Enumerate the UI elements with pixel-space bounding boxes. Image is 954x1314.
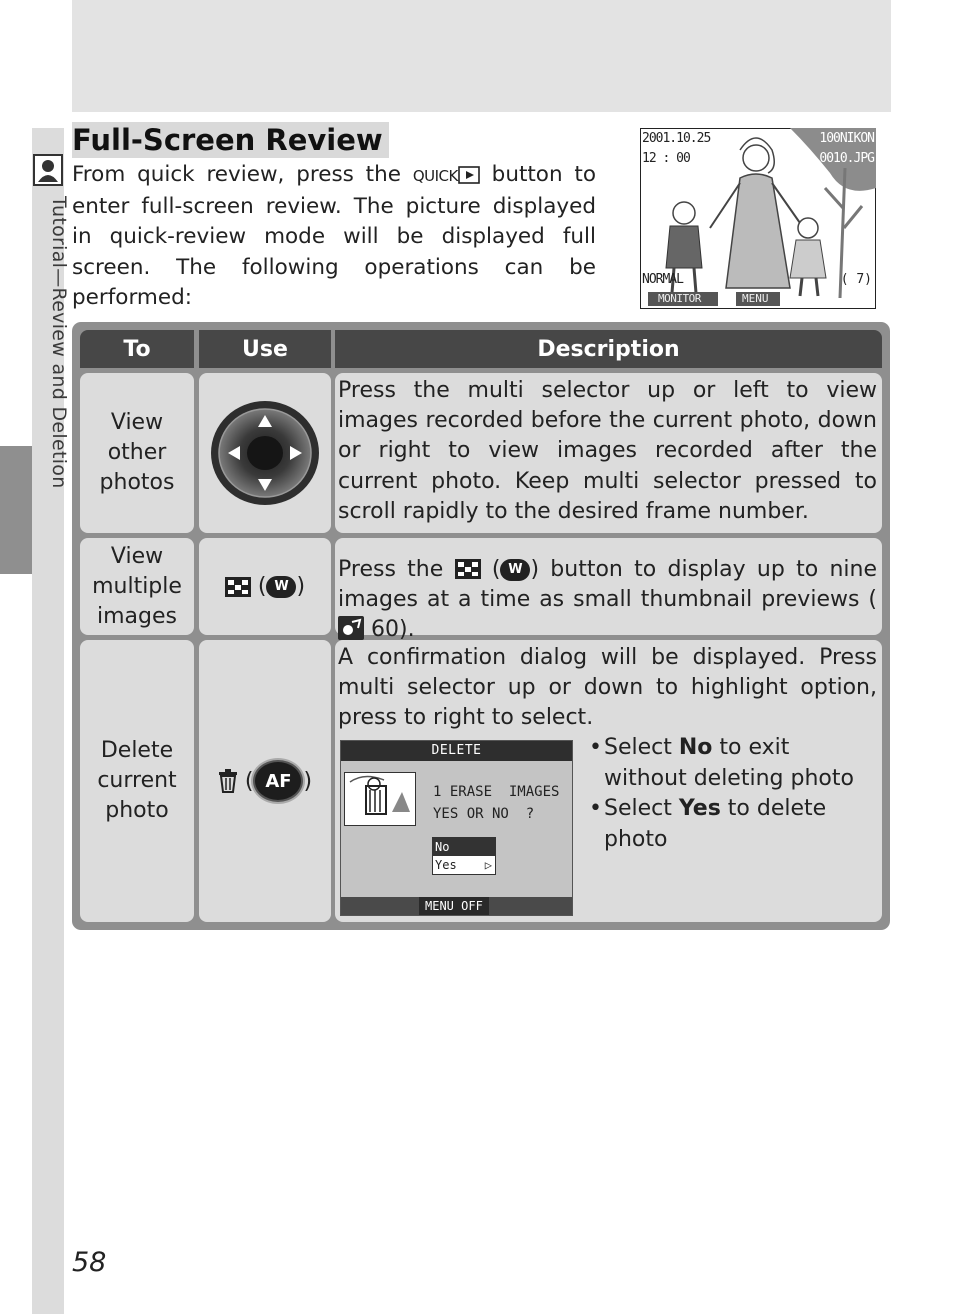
thumbnail-grid-icon xyxy=(455,559,481,579)
dialog-line-2: YES OR NO ? xyxy=(433,806,535,822)
row2-desc-end: ). xyxy=(399,617,415,643)
bullet-yes-suffix: to delete photo xyxy=(604,796,827,852)
bullet-yes-bold: Yes xyxy=(678,796,721,821)
trash-icon xyxy=(218,769,238,793)
row2-desc-start: Press the xyxy=(338,557,455,582)
bullet-no-suffix: to exit without deleting photo xyxy=(604,735,854,791)
preview-monitor-label: MONITOR xyxy=(658,292,701,305)
camera-preview xyxy=(640,128,876,309)
page-title: Full-Screen Review xyxy=(72,122,389,158)
row1-use xyxy=(199,373,331,533)
dialog-line-1: 1 ERASE IMAGES xyxy=(433,784,560,800)
w-button-icon: W xyxy=(266,576,296,598)
menu-off-label: MENU OFF xyxy=(419,897,489,915)
dialog-header: DELETE xyxy=(341,741,572,761)
row2-description: Press the ( W ) button to display up to nine images at a time as small thumbnail previews ( 60). xyxy=(338,557,877,643)
bullet-yes xyxy=(589,794,877,855)
preview-time: 12 : 00 xyxy=(642,151,690,166)
header-use: Use xyxy=(199,330,331,368)
preview-quality: NORMAL xyxy=(642,272,683,287)
preview-frame-count: ( 7) xyxy=(840,272,872,287)
dialog-options xyxy=(432,837,496,875)
row3-description: A confirmation dialog will be displayed. Press multi selector up or down to highlight option, press to right to select. xyxy=(338,645,877,731)
row3-use xyxy=(199,640,331,922)
bullet-no-prefix: Select xyxy=(604,735,679,760)
dialog-message xyxy=(433,781,559,825)
bullet-no-bold: No xyxy=(678,735,713,760)
bullet-yes-prefix: Select xyxy=(604,796,679,821)
option-yes[interactable] xyxy=(433,856,495,874)
intro-paragraph xyxy=(72,160,596,314)
bullet-no xyxy=(589,733,877,794)
play-icon xyxy=(458,166,480,184)
row2-to-text: View multiple images xyxy=(92,543,182,629)
header-to: To xyxy=(80,330,194,368)
intro-text-start: From quick review, press the xyxy=(72,162,413,187)
af-button-icon: AF xyxy=(253,760,303,802)
preview-folder: 100NIKON xyxy=(819,131,874,146)
tutorial-icon xyxy=(33,154,63,186)
row2-page-number: 60 xyxy=(364,617,399,643)
quick-button-label: QUICK xyxy=(412,167,458,185)
preview-file: 0010.JPG xyxy=(819,151,874,166)
row1-description: Press the multi selector up or left to view images recorded before the current photo, down or right to view images recorded after the current photo. Keep multi selector pressed to scroll rapidly to the desired frame number. xyxy=(338,378,877,524)
paren-open: ( xyxy=(250,574,267,599)
row2-desc-mid: button to display up to nine images at a time as small thumbnail previews ( xyxy=(338,557,877,613)
paren-close: ) xyxy=(296,574,306,599)
side-section-tab xyxy=(0,446,32,574)
top-gray-band xyxy=(72,0,891,112)
row1-to-text: View other photos xyxy=(99,410,175,495)
preview-menu-label: MENU xyxy=(742,292,769,305)
delete-options-list xyxy=(589,733,877,855)
side-section-label: Tutorial—Review and Deletion xyxy=(48,196,70,489)
thumbnail-grid-icon xyxy=(225,577,251,597)
w-button-icon-inline: W xyxy=(500,559,530,581)
option-no[interactable]: No xyxy=(433,838,495,856)
paren-close: ) xyxy=(303,768,313,794)
row2-use xyxy=(199,538,331,635)
paren-open: ( xyxy=(237,768,254,794)
delete-dialog-screen xyxy=(340,740,573,916)
multi-selector-icon xyxy=(209,399,321,507)
page-number: 58 xyxy=(72,1247,107,1278)
header-description: Description xyxy=(335,330,882,368)
intro-text-end: button to enter full-screen review. The picture displayed in quick-review mode will be displayed full screen. The following operations can be performed: xyxy=(72,162,597,310)
dialog-footer xyxy=(341,897,572,915)
page-reference-icon xyxy=(338,616,364,640)
arrow-right-icon: ▷ xyxy=(484,858,492,872)
option-yes-label: Yes xyxy=(435,858,457,872)
preview-date: 2001.10.25 xyxy=(642,131,711,146)
row3-to-text: Delete current photo xyxy=(97,738,177,823)
photo-thumbnail-icon xyxy=(344,772,416,826)
frame-count-value: 7 xyxy=(856,272,865,287)
